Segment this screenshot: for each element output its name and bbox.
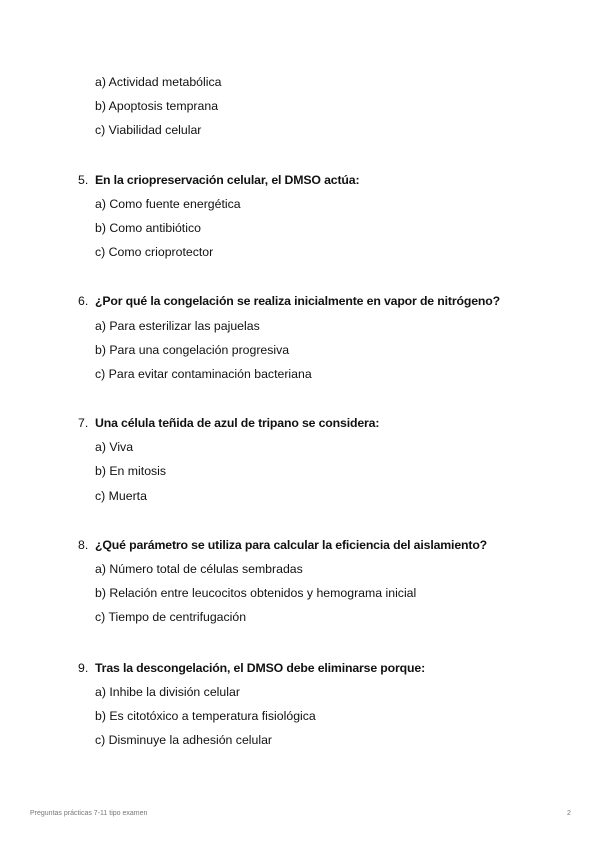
question-6: [78, 293, 500, 309]
q8-option-b: b) Relación entre leucocitos obtenidos y hemograma inicial: [95, 586, 417, 600]
q9-option-b: b) Es citotóxico a temperatura fisiológica: [95, 709, 316, 723]
question-5: [78, 172, 359, 188]
q8-option-c: c) Tiempo de centrifugación: [95, 610, 247, 624]
q5-option-a: a) Como fuente energética: [95, 197, 241, 211]
q6-option-a: a) Para esterilizar las pajuelas: [95, 319, 260, 333]
footer-title: Preguntas prácticas 7-11 tipo examen: [30, 810, 148, 817]
question-text: Una célula teñida de azul de tripano se considera:: [95, 416, 380, 430]
q6-option-b: b) Para una congelación progresiva: [95, 343, 290, 357]
q9-option-a: a) Inhibe la división celular: [95, 685, 240, 699]
question-text: ¿Por qué la congelación se realiza inicialmente en vapor de nitrógeno?: [95, 294, 500, 308]
question-number: 6.: [78, 294, 89, 308]
question-text: Tras la descongelación, el DMSO debe eliminarse porque:: [95, 661, 426, 675]
q8-option-a: a) Número total de células sembradas: [95, 562, 303, 576]
q7-option-b: b) En mitosis: [95, 464, 167, 478]
question-text: En la criopreservación celular, el DMSO actúa:: [95, 173, 360, 187]
question-number: 9.: [78, 661, 89, 675]
q6-option-c: c) Para evitar contaminación bacteriana: [95, 367, 312, 381]
prev-option-b: b) Apoptosis temprana: [95, 99, 219, 113]
question-number: 8.: [78, 538, 89, 552]
prev-option-c: c) Viabilidad celular: [95, 123, 202, 137]
question-number: 7.: [78, 416, 89, 430]
q9-option-c: c) Disminuye la adhesión celular: [95, 733, 273, 747]
page-number: 2: [567, 810, 571, 817]
question-7: [78, 415, 379, 431]
q7-option-c: c) Muerta: [95, 489, 147, 503]
question-8: [78, 537, 487, 553]
prev-option-a: a) Actividad metabólica: [95, 75, 222, 89]
question-9: [78, 660, 425, 676]
q7-option-a: a) Viva: [95, 440, 134, 454]
q5-option-c: c) Como crioprotector: [95, 245, 214, 259]
q5-option-b: b) Como antibiótico: [95, 221, 201, 235]
question-number: 5.: [78, 173, 89, 187]
question-text: ¿Qué parámetro se utiliza para calcular la eficiencia del aislamiento?: [95, 538, 488, 552]
